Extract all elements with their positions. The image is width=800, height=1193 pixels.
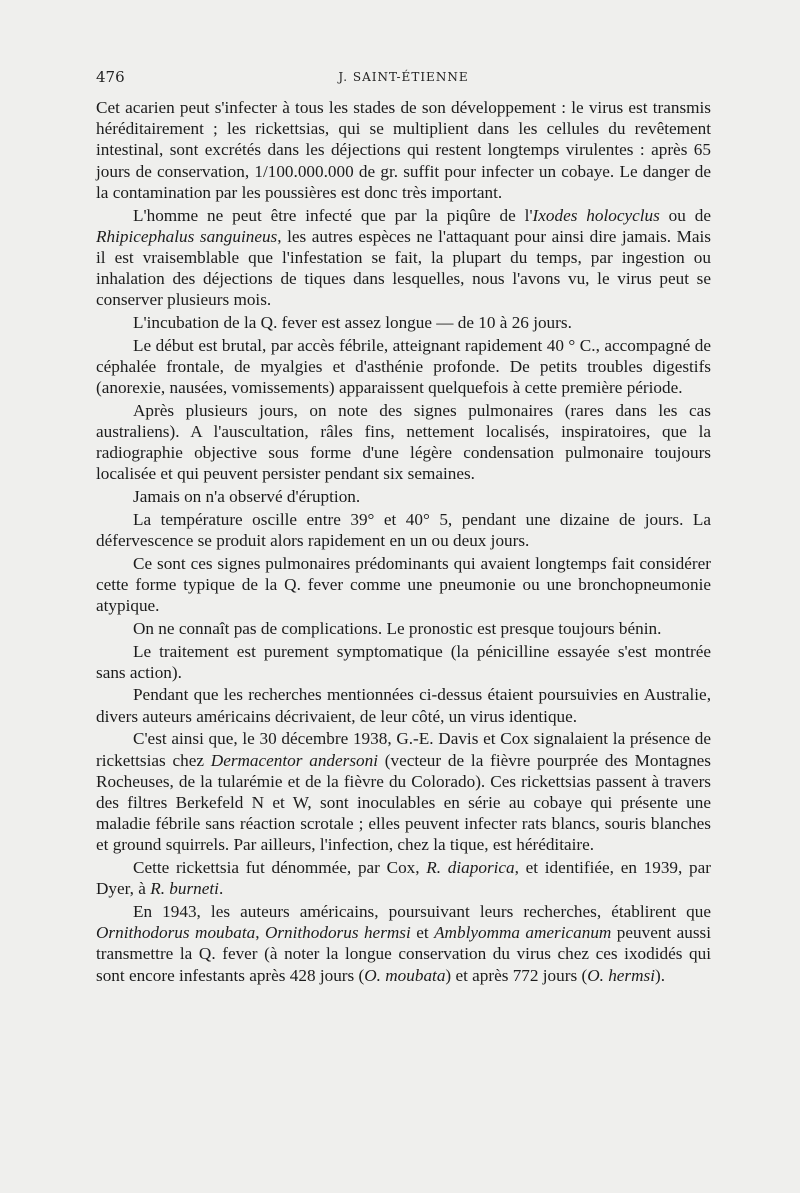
text-run: ou de [659,205,711,225]
paragraph [96,97,711,203]
italic-run: Amblyomma americanum [434,923,612,943]
page-number: 476 [96,68,125,86]
text-run: Le traitement est purement symptomatique (la pénicilline essayée s'est montrée sans action). [96,641,711,682]
paragraph [96,312,711,333]
italic-run: Ornithodorus moubata [96,923,256,943]
paragraph [96,400,711,485]
text-run: , les autres espèces ne l'attaquant pour ainsi dire jamais. Mais il est vraisemblable que l'infestation se fait, la plupart du temps, par ingestion ou inhalation des déjections de tiques dans lesquelles, nous l'avons vu, le virus peut se conserver plusieurs mois. [96,226,711,310]
text-run: ) et après 772 jours ( [445,965,588,985]
text-run: C'est ainsi que, le 30 décembre 1938, G.-E. Davis et Cox signalaient la présence de rickettsias chez [96,729,711,770]
italic-run: O. moubata [364,965,446,985]
paragraph [96,684,711,726]
italic-run: R. diaporica [426,858,515,878]
paragraph [96,857,711,899]
text-run: Cet acarien peut s'infecter à tous les stades de son développement : le virus est transmis héréditairement ; les rickettsias, qui se multiplient dans les cellules du revêtement intestinal, sont excrétés dans les déjections qui restent longtemps virulentes : après 65 jours de conservation, 1/100.000.000 de gr. suffit pour infecter un cobaye. Le danger de la contamination par les poussières est donc très important. [96,98,711,202]
text-run: Cette rickettsia fut dénommée, par Cox, [133,858,427,878]
text-run: En 1943, les auteurs américains, poursuivant leurs recherches, établirent que [133,902,711,922]
page-header [96,68,711,88]
paragraph [96,641,711,683]
text-run: peuvent aussi transmettre la Q. fever (à noter la longue conservation du virus chez ces ixodidés qui sont encore infestants après 428 jours ( [96,923,712,985]
text-run: L'incubation de la Q. fever est assez longue — de 10 à 26 jours. [133,313,572,333]
italic-run: Rhipicephalus sanguineus [96,226,278,246]
text-run: Ce sont ces signes pulmonaires prédominants qui avaient longtemps fait considérer cette forme typique de la Q. fever comme une pneumonie ou une bronchopneumonie atypique. [96,553,711,616]
italic-run: O. hermsi [587,965,655,985]
paragraph [96,553,711,617]
running-head: J. SAINT-ÉTIENNE [338,70,469,84]
paragraph [96,901,711,986]
paragraph [96,509,711,551]
paragraph [96,486,711,507]
text-run: , et identifiée, en 1939, par Dyer, à [96,858,711,899]
text-run: ). [654,965,666,985]
italic-run: R. burneti [150,879,219,899]
text-run: On ne connaît pas de complications. Le pronostic est presque toujours bénin. [133,618,662,638]
text-run: (vecteur de la fièvre pourprée des Montagnes Rocheuses, de la tularémie et de la fièvre du Colorado). Ces rickettsias passent à travers des filtres Berkefeld N et W, sont inoculables en série au cobaye qui présente une maladie fébrile sans réaction scrotale ; elles peuvent infecter rats blancs, souris blanches et ground squirrels. Par ailleurs, l'infection, chez la tique, est héréditaire. [96,750,711,855]
text-run: , [255,923,265,943]
text-run: Jamais on n'a observé d'éruption. [133,487,361,507]
paragraph [96,205,711,311]
paragraph [96,618,711,639]
body-text [96,97,711,987]
paragraph [96,335,711,399]
text-run: et [410,923,435,943]
italic-run: Dermacentor andersoni [210,750,378,770]
paragraph [96,728,711,855]
text-run: L'homme ne peut être infecté que par la piqûre de l' [133,205,533,225]
text-run: . [218,879,224,899]
text-run: Le début est brutal, par accès fébrile, atteignant rapidement 40 ° C., accompagné de céphalée frontale, de myalgies et d'asthénie profonde. De petits troubles digestifs (anorexie, nausées, vomissements) apparaissent quelquefois à cette première période. [96,335,711,398]
italic-run: Ixodes holocyclus [532,205,660,225]
text-run: Après plusieurs jours, on note des signes pulmonaires (rares dans les cas australiens). A l'auscultation, râles fins, nettement localisés, inspiratoires, que la radiographie objective sous forme d'une légère condensation pulmonaire toujours localisée et qui peuvent persister pendant six semaines. [96,400,711,484]
text-run: La température oscille entre 39° et 40° 5, pendant une dizaine de jours. La défervescence se produit alors rapidement en un ou deux jours. [96,509,711,551]
italic-run: Ornithodorus hermsi [264,923,411,943]
text-run: Pendant que les recherches mentionnées ci-dessus étaient poursuivies en Australie, divers auteurs américains décrivaient, de leur côté, un virus identique. [96,685,711,726]
